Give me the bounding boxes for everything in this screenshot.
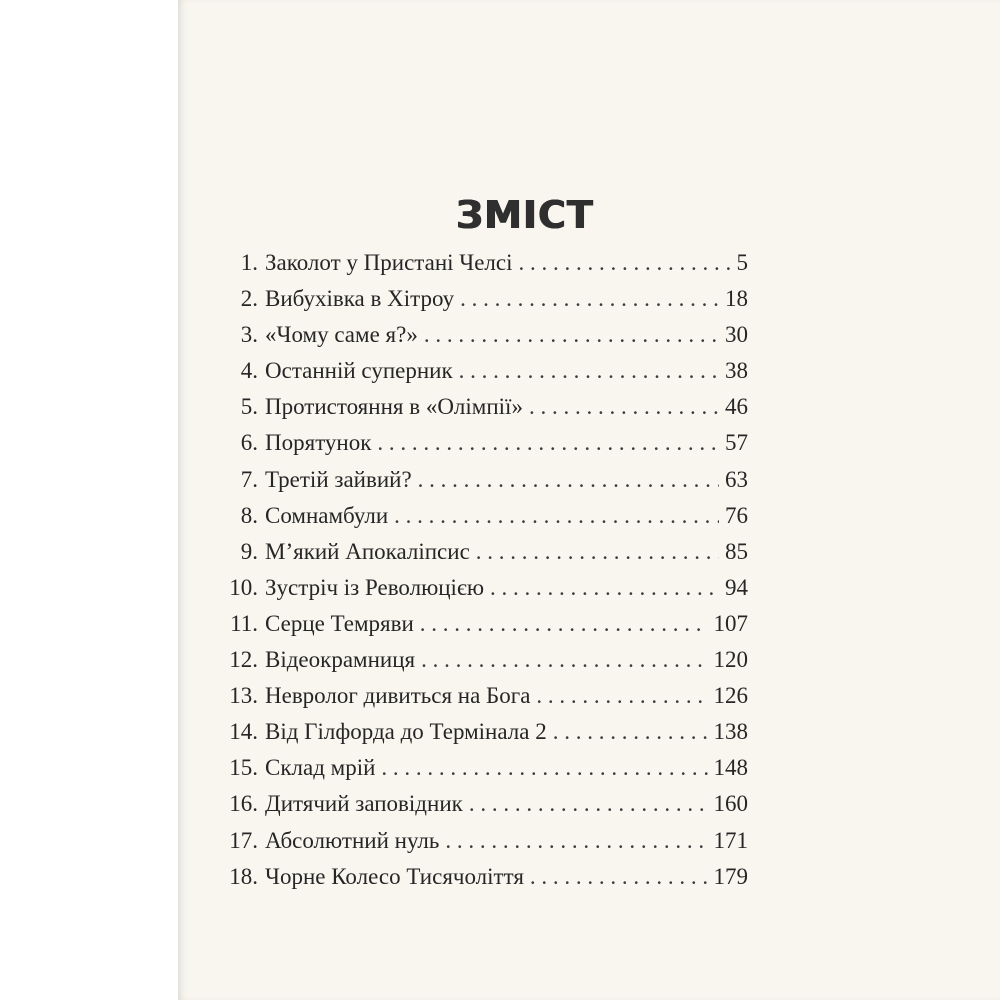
page-number: 18 xyxy=(725,286,748,312)
page-number: 46 xyxy=(725,394,748,420)
chapter-title: Чорне Колесо Тисячоліття xyxy=(265,863,524,889)
chapter-number: 10. xyxy=(229,574,258,600)
chapter-title: Дитячий заповідник xyxy=(265,791,463,817)
chapter-title: Серце Темряви xyxy=(265,610,414,636)
dot-leader xyxy=(394,503,719,529)
chapter-number: 7. xyxy=(240,466,258,492)
chapter-title: Протистояння в «Олімпії» xyxy=(265,394,523,420)
dot-leader xyxy=(445,828,707,854)
chapter-title: Зустріч із Революцією xyxy=(265,574,485,600)
dot-leader xyxy=(377,430,719,456)
dot-leader xyxy=(476,539,719,565)
chapter-number: 8. xyxy=(240,502,258,528)
page-number: 126 xyxy=(713,683,748,709)
dot-leader xyxy=(459,358,719,384)
page-title: ЗМІСТ xyxy=(456,193,594,238)
chapter-title: Абсолютний нуль xyxy=(265,827,440,853)
dot-leader xyxy=(553,719,708,745)
chapter-number: 12. xyxy=(229,647,258,673)
dot-leader xyxy=(536,683,707,709)
page-number: 171 xyxy=(713,827,748,853)
page-number: 120 xyxy=(713,647,748,673)
chapter-number: 16. xyxy=(229,791,258,817)
dot-leader xyxy=(530,864,708,890)
dot-leader xyxy=(420,611,708,637)
chapter-title: Третій зайвий? xyxy=(265,466,412,492)
book-page xyxy=(178,0,1000,1000)
chapter-title: «Чому саме я?» xyxy=(265,322,418,348)
chapter-title: Склад мрій xyxy=(265,755,376,781)
page-number: 148 xyxy=(713,755,748,781)
chapter-title: Відеокрамниця xyxy=(265,647,416,673)
chapter-number: 1. xyxy=(240,250,258,275)
chapter-title: Вибухівка в Хітроу xyxy=(265,286,455,312)
page-number: 160 xyxy=(713,791,748,817)
dot-leader xyxy=(424,322,719,348)
dot-leader xyxy=(418,467,719,493)
toc-entry xyxy=(218,575,748,611)
chapter-number: 2. xyxy=(240,286,258,312)
chapter-number: 3. xyxy=(240,322,258,348)
chapter-title: Останній суперник xyxy=(265,358,453,384)
dot-leader xyxy=(469,791,708,817)
chapter-number: 5. xyxy=(240,394,258,420)
chapter-number: 13. xyxy=(229,683,258,709)
chapter-title: Невролог дивиться на Бога xyxy=(265,683,531,709)
page-number: 85 xyxy=(725,538,748,564)
chapter-title: М’який Апокаліпсис xyxy=(265,538,470,564)
toc-entry xyxy=(218,647,748,683)
toc-entry xyxy=(218,539,748,575)
toc-entry xyxy=(218,864,748,900)
toc-entry xyxy=(218,755,748,791)
toc-entry xyxy=(218,358,748,394)
dot-leader xyxy=(529,394,719,420)
page-number: 63 xyxy=(725,466,748,492)
page-number: 179 xyxy=(713,863,748,889)
dot-leader xyxy=(519,250,731,276)
dot-leader xyxy=(460,286,719,312)
chapter-title: Від Гілфорда до Термінала 2 xyxy=(265,719,547,745)
toc-entry xyxy=(218,430,748,466)
page-number: 107 xyxy=(713,610,748,636)
chapter-number: 11. xyxy=(230,610,258,636)
dot-leader xyxy=(421,647,707,673)
chapter-number: 9. xyxy=(240,538,258,564)
page-number: 30 xyxy=(725,322,748,348)
page-number: 5 xyxy=(736,250,748,275)
page-number: 76 xyxy=(725,502,748,528)
page-number: 57 xyxy=(725,430,748,456)
chapter-number: 18. xyxy=(229,863,258,889)
toc-entry xyxy=(218,286,748,322)
toc-entry xyxy=(218,683,748,719)
toc-entry xyxy=(218,791,748,827)
chapter-number: 15. xyxy=(229,755,258,781)
chapter-title: Заколот у Пристані Челсі xyxy=(265,250,513,275)
toc-entry xyxy=(218,322,748,358)
chapter-title: Порятунок xyxy=(265,430,372,456)
table-of-contents xyxy=(218,250,748,900)
page-number: 38 xyxy=(725,358,748,384)
page-number: 138 xyxy=(713,719,748,745)
chapter-number: 14. xyxy=(229,719,258,745)
toc-entry xyxy=(218,394,748,430)
chapter-title: Сомнамбули xyxy=(265,502,389,528)
page-number: 94 xyxy=(725,574,748,600)
chapter-number: 4. xyxy=(240,358,258,384)
toc-entry xyxy=(218,828,748,864)
chapter-number: 6. xyxy=(240,430,258,456)
toc-entry xyxy=(218,503,748,539)
dot-leader xyxy=(381,755,707,781)
toc-entry xyxy=(218,250,748,286)
toc-entry xyxy=(218,467,748,503)
chapter-number: 17. xyxy=(229,827,258,853)
toc-entry xyxy=(218,611,748,647)
toc-entry xyxy=(218,719,748,755)
dot-leader xyxy=(490,575,719,601)
